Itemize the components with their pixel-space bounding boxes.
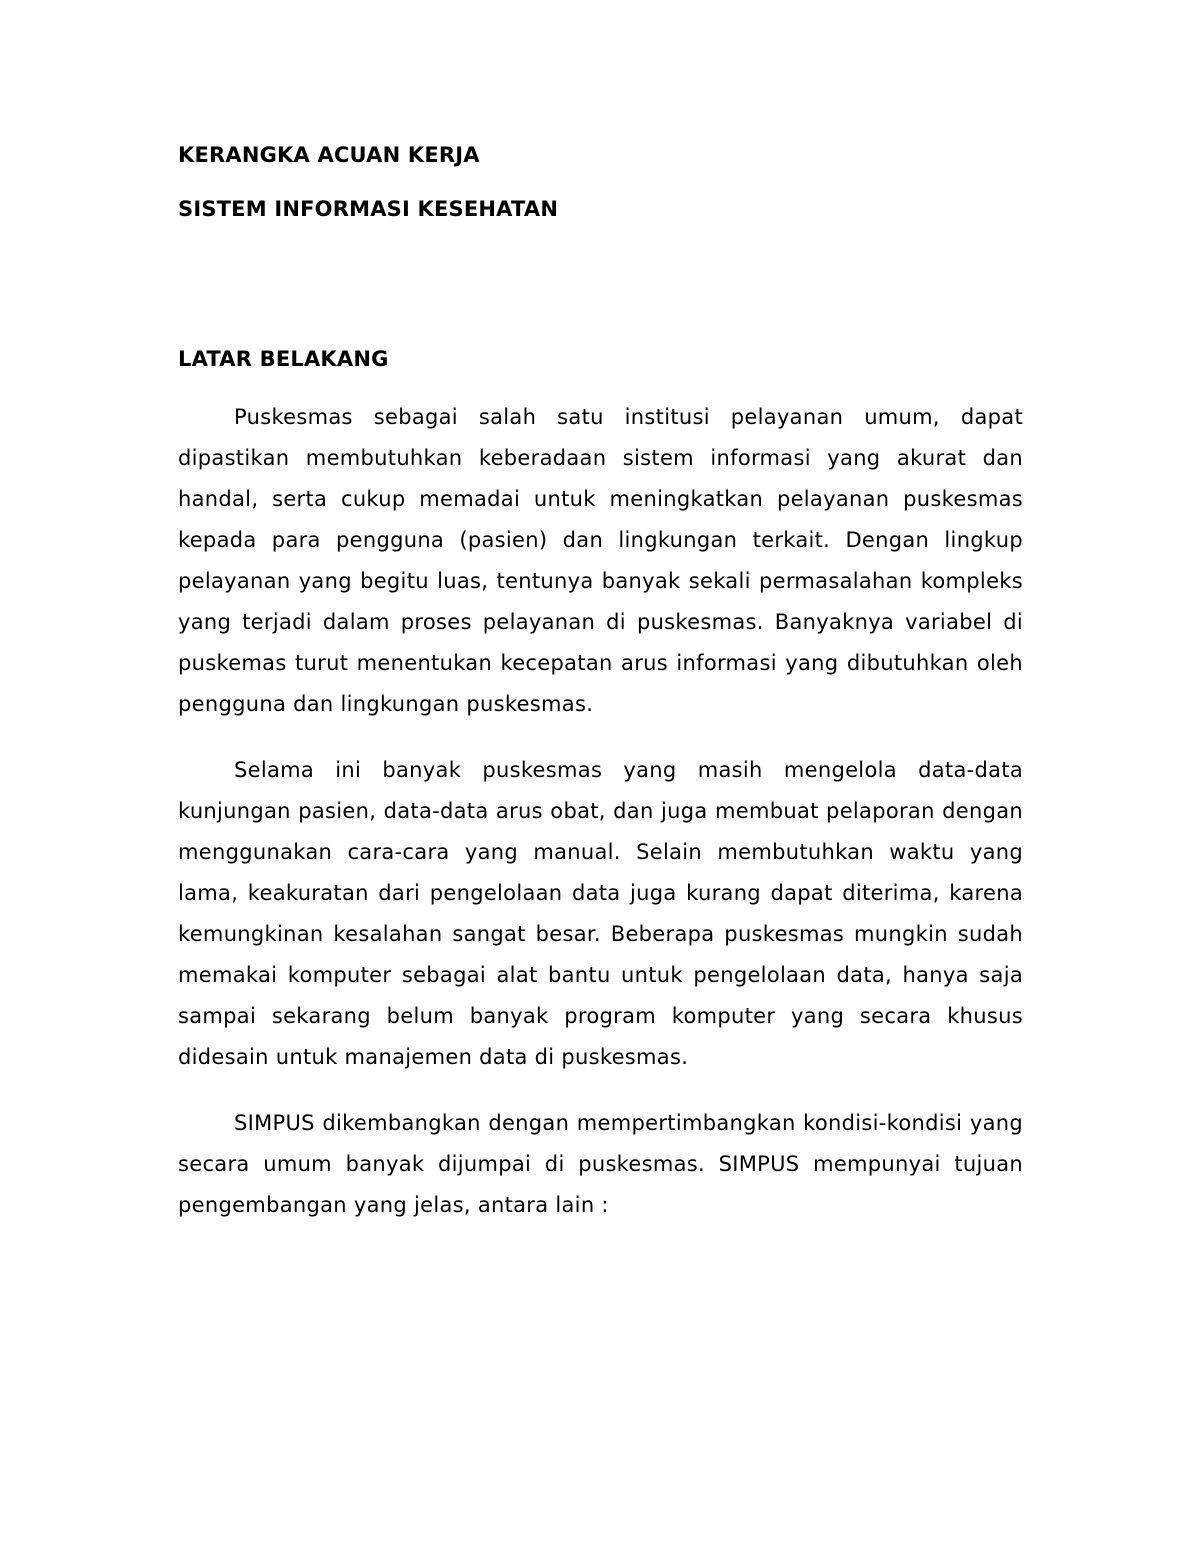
document-title-line-1: KERANGKA ACUAN KERJA xyxy=(178,143,480,167)
paragraph-2: Selama ini banyak puskesmas yang masih mengelola data-data kunjungan pasien, data-data arus obat, dan juga membuat pelaporan dengan menggunakan cara-cara yang manual. Selain membutuhkan waktu yang lama, keakuratan dari pengelolaan data juga kurang dapat diterima, karena kemungkinan kesalahan sangat besar. Beberapa puskesmas mungkin sudah memakai komputer sebagai alat bantu untuk pengelolaan data, hanya saja sampai sekarang belum banyak program komputer yang secara khusus didesain untuk manajemen data di puskesmas. xyxy=(178,758,1023,1069)
document-title-line-2: SISTEM INFORMASI KESEHATAN xyxy=(178,197,559,221)
section-heading-latar-belakang: LATAR BELAKANG xyxy=(178,347,389,371)
document-content xyxy=(178,138,1023,1226)
paragraph-3: SIMPUS dikembangkan dengan mempertimbangkan kondisi-kondisi yang secara umum banyak dijumpai di puskesmas. SIMPUS mempunyai tujuan pengembangan yang jelas, antara lain : xyxy=(178,1111,1023,1217)
paragraph-1: Puskesmas sebagai salah satu institusi pelayanan umum, dapat dipastikan membutuhkan keberadaan sistem informasi yang akurat dan handal, serta cukup memadai untuk meningkatkan pelayanan puskesmas kepada para pengguna (pasien) dan lingkungan terkait. Dengan lingkup pelayanan yang begitu luas, tentunya banyak sekali permasalahan kompleks yang terjadi dalam proses pelayanan di puskesmas. Banyaknya variabel di puskemas turut menentukan kecepatan arus informasi yang dibutuhkan oleh pengguna dan lingkungan puskesmas. xyxy=(178,405,1023,716)
